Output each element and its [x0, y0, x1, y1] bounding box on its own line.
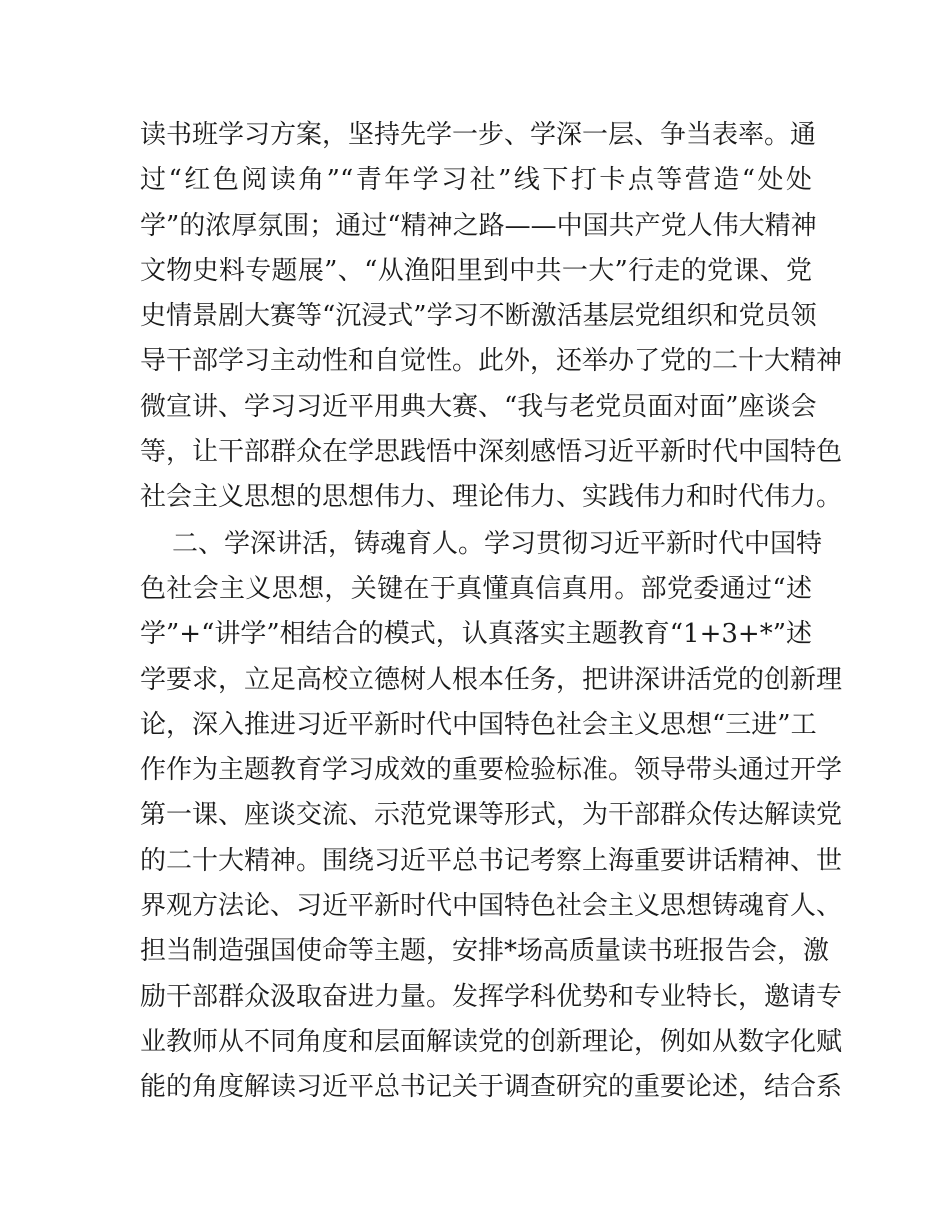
text-line: 界观方法论、习近平新时代中国特色社会主义思想铸魂育人、 [140, 891, 843, 922]
text-line: 色社会主义思想，关键在于真懂真信真用。部党委通过“述 [140, 573, 812, 604]
document-body [140, 113, 843, 1111]
text-line: 论，深入推进习近平新时代中国特色社会主义思想“三进”工 [140, 709, 817, 740]
paragraph-1 [140, 113, 843, 521]
text-line: 学”+“讲学”相结合的模式，认真落实主题教育“1+3+*”述 [140, 619, 812, 650]
text-line: 史情景剧大赛等“沉浸式”学习不断激活基层党组织和党员领 [140, 301, 817, 332]
text-line: 担当制造强国使命等主题，安排*场高质量读书班报告会，激 [140, 936, 830, 967]
text-line: 过“红色阅读角”“青年学习社”线下打卡点等营造“处处 [140, 165, 812, 196]
text-line: 微宣讲、学习习近平用典大赛、“我与老党员面对面”座谈会 [140, 391, 817, 422]
text-line: 能的角度解读习近平总书记关于调查研究的重要论述，结合系 [140, 1072, 843, 1103]
text-line: 作作为主题教育学习成效的重要检验标准。领导带头通过开学 [140, 755, 843, 786]
text-line: 学”的浓厚氛围；通过“精神之路——中国共产党人伟大精神 [140, 210, 817, 241]
text-line: 的二十大精神。围绕习近平总书记考察上海重要讲话精神、世 [140, 845, 843, 876]
text-line: 文物史料专题展”、“从渔阳里到中共一大”行走的党课、党 [140, 255, 812, 286]
text-line: 社会主义思想的思想伟力、理论伟力、实践伟力和时代伟力。 [140, 482, 843, 513]
text-line: 第一课、座谈交流、示范党课等形式，为干部群众传达解读党 [140, 800, 843, 831]
text-line: 导干部学习主动性和自觉性。此外，还举办了党的二十大精神 [140, 346, 843, 377]
text-line: 业教师从不同角度和层面解读党的创新理论，例如从数字化赋 [140, 1026, 843, 1057]
text-line: 二、学深讲活，铸魂育人。学习贯彻习近平新时代中国特 [172, 528, 823, 559]
paragraph-2 [140, 522, 843, 1111]
text-line: 读书班学习方案，坚持先学一步、学深一层、争当表率。通 [140, 120, 817, 150]
text-line: 励干部群众汲取奋进力量。发挥学科优势和专业特长，邀请专 [140, 981, 843, 1012]
text-line: 学要求，立足高校立德树人根本任务，把讲深讲活党的创新理 [140, 664, 843, 695]
text-line: 等，让干部群众在学思践悟中深刻感悟习近平新时代中国特色 [140, 437, 843, 468]
